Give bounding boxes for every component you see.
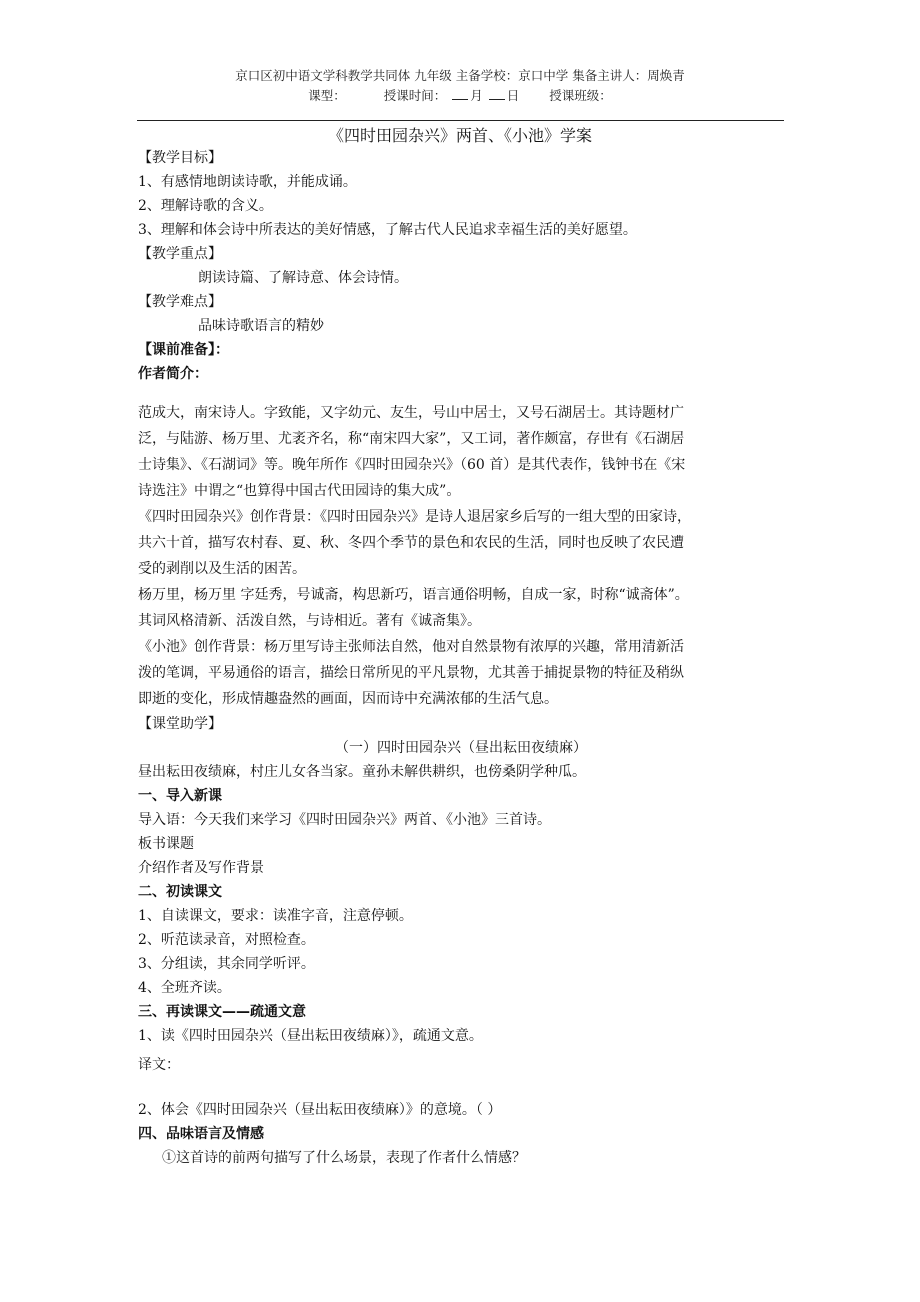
paragraph-line: 泛，与陆游、杨万里、尤袤齐名，称“南宋四大家”，又工词，著作颇富，存世有《石湖居: [138, 431, 685, 447]
key-points-heading: 【教学重点】: [138, 246, 222, 262]
goal-item: 1、有感情地朗读诗歌，并能成诵。: [138, 174, 357, 190]
section-1-heading: 一、导入新课: [138, 788, 222, 804]
paragraph-line: 《四时田园杂兴》创作背景：《四时田园杂兴》是诗人退居家乡后写的一组大型的田家诗，: [138, 509, 691, 525]
lesson-type-label: 课型：: [308, 88, 346, 103]
key-points-text: 朗读诗篇、了解诗意、体会诗情。: [198, 270, 408, 286]
translation-label: 译文：: [138, 1057, 180, 1073]
xiaochi-paragraph: [138, 634, 784, 712]
poem-title: （一）四时田园杂兴（昼出耘田夜绩麻）: [335, 740, 587, 756]
difficulty-heading: 【教学难点】: [138, 294, 222, 310]
section-3-line: 1、读《四时田园杂兴（昼出耘田夜绩麻）》，疏通文意。: [138, 1028, 483, 1044]
author-paragraph: [138, 400, 784, 504]
document-body: [138, 146, 784, 1170]
background-paragraph: [138, 504, 784, 582]
section-1-line: 介绍作者及写作背景: [138, 860, 264, 876]
paragraph-line: 士诗集》、《石湖词》等。晚年所作《四时田园杂兴》（60 首）是其代表作，钱钟书在《宋: [138, 457, 686, 473]
day-blank: [489, 88, 505, 100]
paragraph-line: 共六十首，描写农村春、夏、秋、冬四个季节的景色和农民的生活，同时也反映了农民遭: [138, 535, 684, 551]
author-heading: 作者简介：: [138, 366, 208, 382]
section-3-heading: 三、再读课文——疏通文意: [138, 1004, 306, 1020]
section-2-line: 3、分组读，其余同学听评。: [138, 956, 315, 972]
poem-text: 昼出耘田夜绩麻，村庄儿女各当家。童孙未解供耕织，也傍桑阴学种瓜。: [138, 764, 586, 780]
month-label: 月: [470, 88, 483, 103]
goal-item: 3、理解和体会诗中所表达的美好情感，了解古代人民追求幸福生活的美好愿望。: [138, 222, 637, 238]
page-title: 《四时田园杂兴》两首、《小池》学案: [327, 126, 592, 145]
paragraph-line: 诗选注》中谓之“也算得中国古代田园诗的集大成”。: [138, 483, 461, 499]
paragraph-line: 泼的笔调，平易通俗的语言，描绘日常所见的平凡景物，尤其善于捕捉景物的特征及稍纵: [138, 665, 684, 681]
section-2-heading: 二、初读课文: [138, 884, 222, 900]
section-4-question: ①这首诗的前两句描写了什么场景，表现了作者什么情感？: [162, 1150, 526, 1166]
section-1-line: 板书课题: [138, 836, 194, 852]
paragraph-line: 《小池》创作背景：杨万里写诗主张师法自然，他对自然景物有浓厚的兴趣，常用清新活: [138, 639, 684, 655]
section-1-line: 导入语：今天我们来学习《四时田园杂兴》两首、《小池》三首诗。: [138, 812, 551, 828]
spacer: [138, 1076, 784, 1098]
paragraph-line: 杨万里，杨万里 字廷秀，号诚斋，构思新巧，语言通俗明畅，自成一家，时称“诚斋体”。: [138, 587, 689, 603]
paragraph-line: 即逝的变化，形成情趣盎然的画面，因而诗中充满浓郁的生活气息。: [138, 691, 558, 707]
class-heading: 【课堂助学】: [138, 716, 222, 732]
header-line-2: [0, 86, 920, 104]
paragraph-line: 受的剥削以及生活的困苦。: [138, 561, 306, 577]
paragraph-line: 范成大，南宋诗人。字致能，又字幼元、友生，号山中居士，又号石湖居士。其诗题材广: [138, 405, 684, 421]
section-2-line: 2、听范读录音，对照检查。: [138, 932, 315, 948]
header-line-1: 京口区初中语文学科教学共同体 九年级 主备学校：京口中学 集备主讲人：周焕青: [235, 68, 685, 83]
paragraph-line: 其词风格清新、活泼自然，与诗相近。著有《诚斋集》。: [138, 613, 481, 629]
time-label: 授课时间：: [383, 88, 447, 103]
section-3-line: 2、体会《四时田园杂兴（昼出耘田夜绩麻）》的意境。（ ）: [138, 1102, 502, 1118]
difficulty-text: 品味诗歌语言的精妙: [198, 318, 324, 334]
header-divider: [137, 120, 784, 121]
section-4-heading: 四、品味语言及情感: [138, 1126, 264, 1142]
goals-heading: 【教学目标】: [138, 150, 222, 166]
spacer: [138, 386, 784, 400]
section-2-line: 1、自读课文，要求：读准字音，注意停顿。: [138, 908, 413, 924]
day-label: 日: [506, 88, 520, 103]
section-2-line: 4、全班齐读。: [138, 980, 231, 996]
month-blank: [452, 88, 468, 100]
prep-heading: 【课前准备】：: [138, 342, 229, 358]
class-label: 授课班级：: [549, 88, 612, 103]
goal-item: 2、理解诗歌的含义。: [138, 198, 273, 214]
yang-paragraph: [138, 582, 784, 634]
